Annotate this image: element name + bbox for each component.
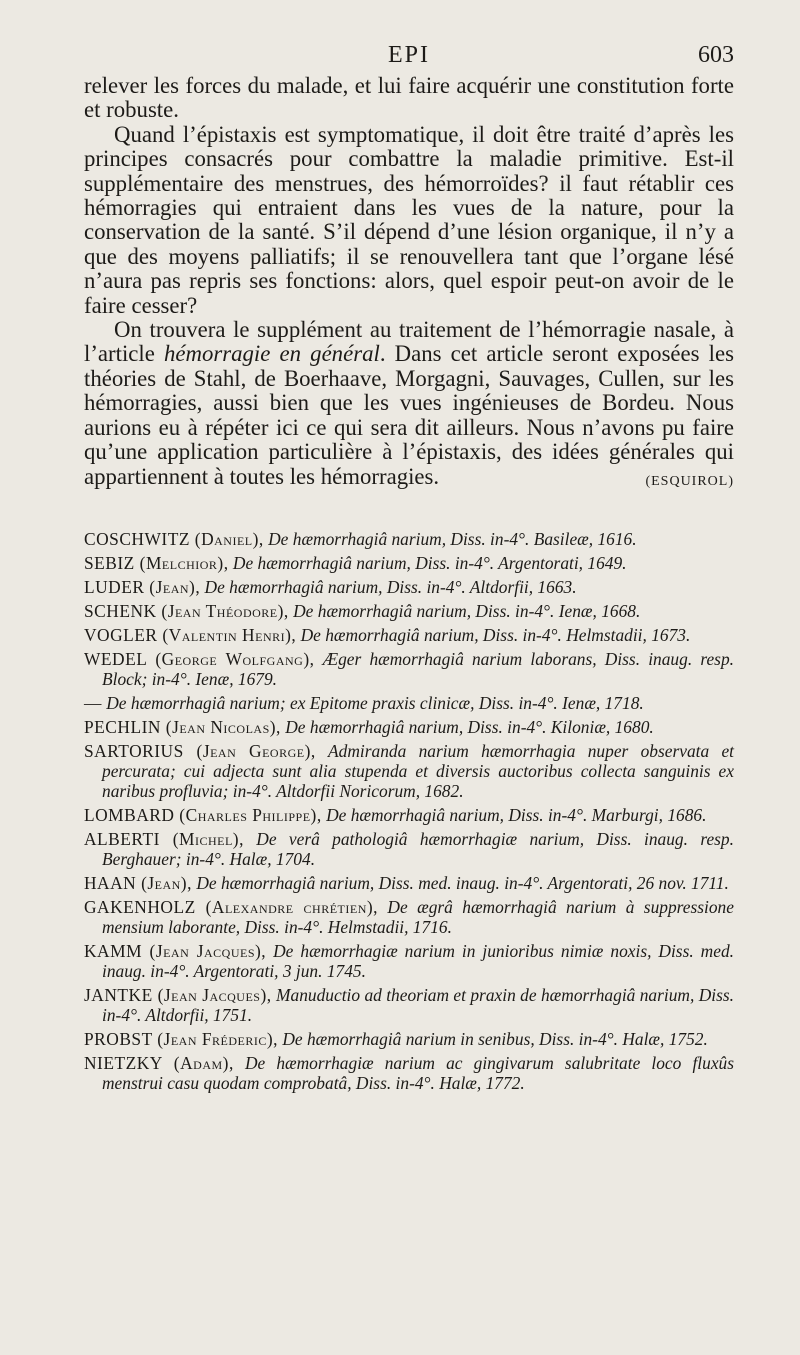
bibliography-entry [84, 898, 734, 938]
entry-author: PROBST (Jean Fréderic), [84, 1028, 278, 1049]
entry-author: NIETZKY (Adam), [84, 1052, 234, 1073]
running-head-title: EPI [388, 42, 430, 68]
bibliography-entry [84, 942, 734, 982]
emphasis-text: hémorragie en général [164, 341, 380, 367]
bibliography-entry [84, 830, 734, 870]
entry-author: — [84, 693, 102, 714]
entry-title: De hæmorrhagiæ narium in junioribus nimiæ noxis, Diss. med. inaug. in-4°. Argentorati, 3 jun. 1745. [102, 941, 734, 981]
bibliography-entry [84, 578, 734, 598]
bibliography-entry [84, 530, 734, 550]
entry-title: De verâ pathologiâ hæmorrhagiæ narium, Diss. inaug. resp. Berghauer; in-4°. Halæ, 1704. [102, 829, 734, 870]
paragraph [84, 318, 734, 489]
entry-author: SEBIZ (Melchior), [84, 553, 229, 573]
author-signature: (ESQUIROL) [645, 473, 734, 489]
bibliography-entry [84, 602, 734, 622]
entry-title: De hæmorrhagiâ narium in senibus, Diss. in-4°. Halæ, 1752. [282, 1028, 708, 1049]
entry-title: De hæmorrhagiâ narium, Diss. in-4°. Helmstadii, 1673. [300, 625, 691, 646]
entry-title: De hæmorrhagiâ narium; ex Epitome praxis clinicæ, Diss. in-4°. Ienæ, 1718. [106, 693, 644, 714]
bibliography [84, 530, 734, 1094]
entry-author: PECHLIN (Jean Nicolas), [84, 717, 281, 738]
entry-title: Æger hæmorrhagiâ narium laborans, Diss. inaug. resp. Block; in-4°. Ienæ, 1679. [102, 649, 734, 690]
entry-author: WEDEL (George Wolfgang), [84, 649, 315, 670]
paragraph-text: . Dans cet article seront exposées les théories de Stahl, de Boerhaave, Morgagni, Sauvages, Cullen, sur les hémorragies, aussi bien que les vues ingénieuses de Bordeu. Nous aurions eu à répéter ici ce qui sera dit ailleurs. Nous n’avons pu faire qu’une application particulière à l’épistaxis, des idées générales qui appartiennent à toutes les hémorragies. [84, 341, 734, 489]
article-text [84, 74, 734, 494]
entry-title: De hæmorrhagiâ narium, Diss. in-4°. Altdorfii, 1663. [204, 577, 577, 598]
entry-author: LUDER (Jean), [84, 577, 201, 598]
entry-author: HAAN (Jean), [84, 873, 192, 894]
bibliography-entry [84, 718, 734, 738]
paragraph: relever les forces du malade, et lui faire acquérir une constitution forte et robuste. [84, 73, 734, 123]
bibliography-entry [84, 986, 734, 1026]
entry-author: JANTKE (Jean Jacques), [84, 985, 272, 1005]
bibliography-entry [84, 1054, 734, 1094]
bibliography-entry [84, 554, 734, 574]
bibliography-entry [84, 874, 734, 894]
entry-title: De hæmorrhagiâ narium, Diss. in-4°. Argentorati, 1649. [232, 553, 627, 573]
entry-author: SCHENK (Jean Théodore), [84, 601, 289, 622]
running-head [84, 38, 734, 74]
entry-title: De hæmorrhagiæ narium ac gingivarum salubritate loco fluxûs menstrui casu quodam comprobatâ, Diss. in-4°. Halæ, 1772. [102, 1052, 735, 1093]
entry-title: De hæmorrhagiâ narium, Diss. in-4°. Kiloniæ, 1680. [285, 717, 654, 738]
entry-title: De ægrâ hæmorrhagiâ narium à suppressione mensium laborante, Diss. in-4°. Helmstadii, 1716. [102, 897, 734, 938]
entry-author: ALBERTI (Michel), [84, 829, 244, 850]
entry-title: De hæmorrhagiâ narium, Diss. med. inaug. in-4°. Argentorati, 26 nov. 1711. [196, 873, 729, 894]
entry-author: LOMBARD (Charles Philippe), [84, 805, 322, 826]
bibliography-entry [84, 650, 734, 690]
bibliography-entry [84, 1030, 734, 1050]
entry-title: De hæmorrhagiâ narium, Diss. in-4°. Marburgi, 1686. [326, 805, 707, 826]
bibliography-entry [84, 694, 734, 714]
entry-title: De hæmorrhagiâ narium, Diss. in-4°. Basileæ, 1616. [268, 528, 637, 549]
entry-author: KAMM (Jean Jacques), [84, 941, 267, 962]
page-number: 603 [698, 42, 734, 68]
entry-title: De hæmorrhagiâ narium, Diss. in-4°. Ienæ, 1668. [293, 601, 641, 622]
bibliography-entry [84, 806, 734, 826]
paragraph: Quand l’épistaxis est symptomatique, il doit être traité d’après les principes consacrés pour combattre la maladie primitive. Est-il supplémentaire des menstrues, des hémorroïdes? il faut rétablir ces hémorragies qui entraient dans les vues de la nature, pour la conservation de la santé. S’il dépend d’une lésion organique, il n’y a que des moyens palliatifs; il se renouvellera tant que l’organe lésé n’aura pas repris ses fonctions: alors, quel espoir peut-on avoir de le faire cesser? [84, 121, 734, 318]
bibliography-entry [84, 742, 734, 801]
entry-author: COSCHWITZ (Daniel), [84, 528, 264, 549]
paragraph-text: On trouvera le supplément au traitement de l’hémorragie nasale, à l’article [84, 317, 734, 367]
entry-title: Manuductio ad theoriam et praxin de hæmorrhagiâ narium, Diss. in-4°. Altdorfii, 1751. [102, 985, 734, 1025]
entry-author: SARTORIUS (Jean George), [84, 741, 316, 762]
entry-title: Admiranda narium hæmorrhagia nuper observata et percurata; cui adjecta sunt alia stupenda et diversis auctoribus collecta sanguinis ex naribus profluvia; in-4°. Altdorfii Noricorum, 1682. [102, 741, 734, 802]
bibliography-entry [84, 626, 734, 646]
entry-author: GAKENHOLZ (Alexandre chrétien), [84, 897, 379, 918]
entry-author: VOGLER (Valentin Henri), [84, 625, 297, 646]
